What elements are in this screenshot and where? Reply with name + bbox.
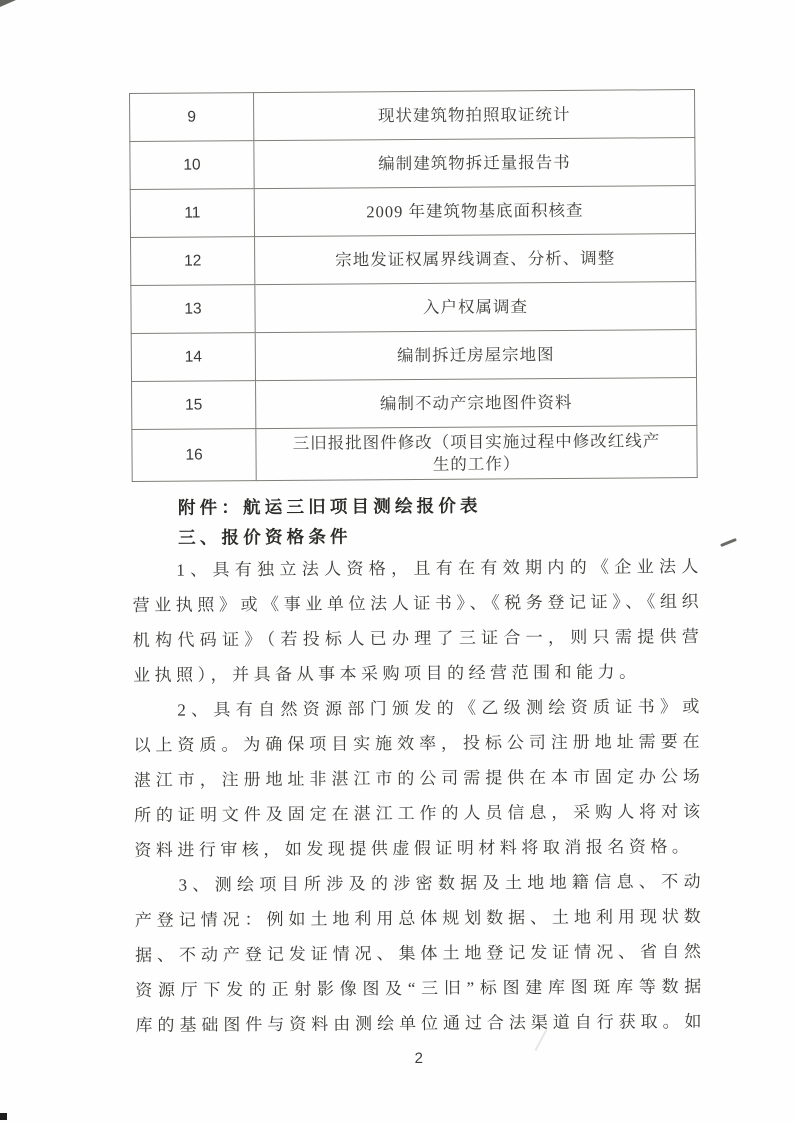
work-items-table <box>129 89 698 482</box>
table-row <box>131 330 696 382</box>
row-number: 16 <box>132 429 256 482</box>
paragraph-3 <box>134 864 701 1043</box>
text-line: 以上资质。为确保项目实施效率，投标公司注册地址需要在 <box>133 732 700 755</box>
row-number: 15 <box>132 381 256 430</box>
attachment-heading: 附件：航运三旧项目测绘报价表 <box>177 495 482 518</box>
page-number: 2 <box>414 1049 423 1068</box>
row-description: 编制拆迁房屋宗地图 <box>255 330 696 381</box>
text-line: 据、不动产登记发证情况、集体土地登记发证情况、省自然 <box>134 942 702 965</box>
row-number: 13 <box>131 285 255 334</box>
table-row <box>130 186 695 238</box>
headings-block <box>132 489 698 553</box>
pen-mark <box>720 538 737 547</box>
scan-corner-artifact <box>0 0 16 7</box>
text-line: 资源厅下发的正射影像图及“三旧”标图建库图斑库等数据 <box>135 977 702 1000</box>
scan-dot-artifact <box>0 1113 7 1120</box>
section-heading: 三、报价资格条件 <box>178 526 352 548</box>
row-description: 三旧报批图件修改（项目实施过程中修改红线产生的工作） <box>256 426 697 481</box>
text-line: 2、具有自然资源部门颁发的《乙级测绘资质证书》或 <box>177 697 700 720</box>
text-line: 湛江市，注册地址非湛江市的公司需提供在本市固定办公场 <box>133 767 700 790</box>
row-description: 现状建筑物拍照取证统计 <box>254 90 695 141</box>
paragraph-1 <box>132 549 699 693</box>
row-description: 2009 年建筑物基底面积核查 <box>254 186 695 237</box>
row-description: 入户权属调查 <box>255 282 696 333</box>
text-line: 业执照），并具备从事本采购项目的经营范围和能力。 <box>133 662 641 685</box>
table-row <box>132 426 697 482</box>
paragraph-2 <box>133 689 700 868</box>
row-number: 10 <box>130 141 254 190</box>
row-number: 12 <box>131 237 255 286</box>
text-line: 资料进行审核，如发现提供虚假证明材料将取消报名资格。 <box>134 837 694 860</box>
row-number: 11 <box>130 189 254 238</box>
text-line: 所的证明文件及固定在湛江工作的人员信息，采购人将对该 <box>133 802 701 825</box>
table-row <box>132 378 697 430</box>
table-row <box>130 90 695 142</box>
row-description: 编制不动产宗地图件资料 <box>256 378 697 429</box>
table-row <box>130 138 695 190</box>
text-line: 3、测绘项目所涉及的涉密数据及土地地籍信息、不动 <box>178 872 701 895</box>
table-row <box>131 234 696 286</box>
text-line: 1、具有独立法人资格，且有在有效期内的《企业法人 <box>176 557 699 580</box>
row-number: 14 <box>131 333 255 382</box>
page-content <box>129 89 702 1069</box>
text-line: 库的基础图件与资料由测绘单位通过合法渠道自行获取。如 <box>135 1012 702 1035</box>
row-description: 宗地发证权属界线调查、分析、调整 <box>255 234 696 285</box>
row-number: 9 <box>130 93 254 142</box>
text-line: 产登记情况：例如土地利用总体规划数据、土地利用现状数 <box>134 907 701 930</box>
text-line: 营业执照》或《事业单位法人证书》、《税务登记证》、《组织 <box>132 592 699 615</box>
table-row <box>131 282 696 334</box>
text-line: 机构代码证》（若投标人已办理了三证合一，则只需提供营 <box>132 627 699 650</box>
row-description: 编制建筑物拆迁量报告书 <box>254 138 695 189</box>
